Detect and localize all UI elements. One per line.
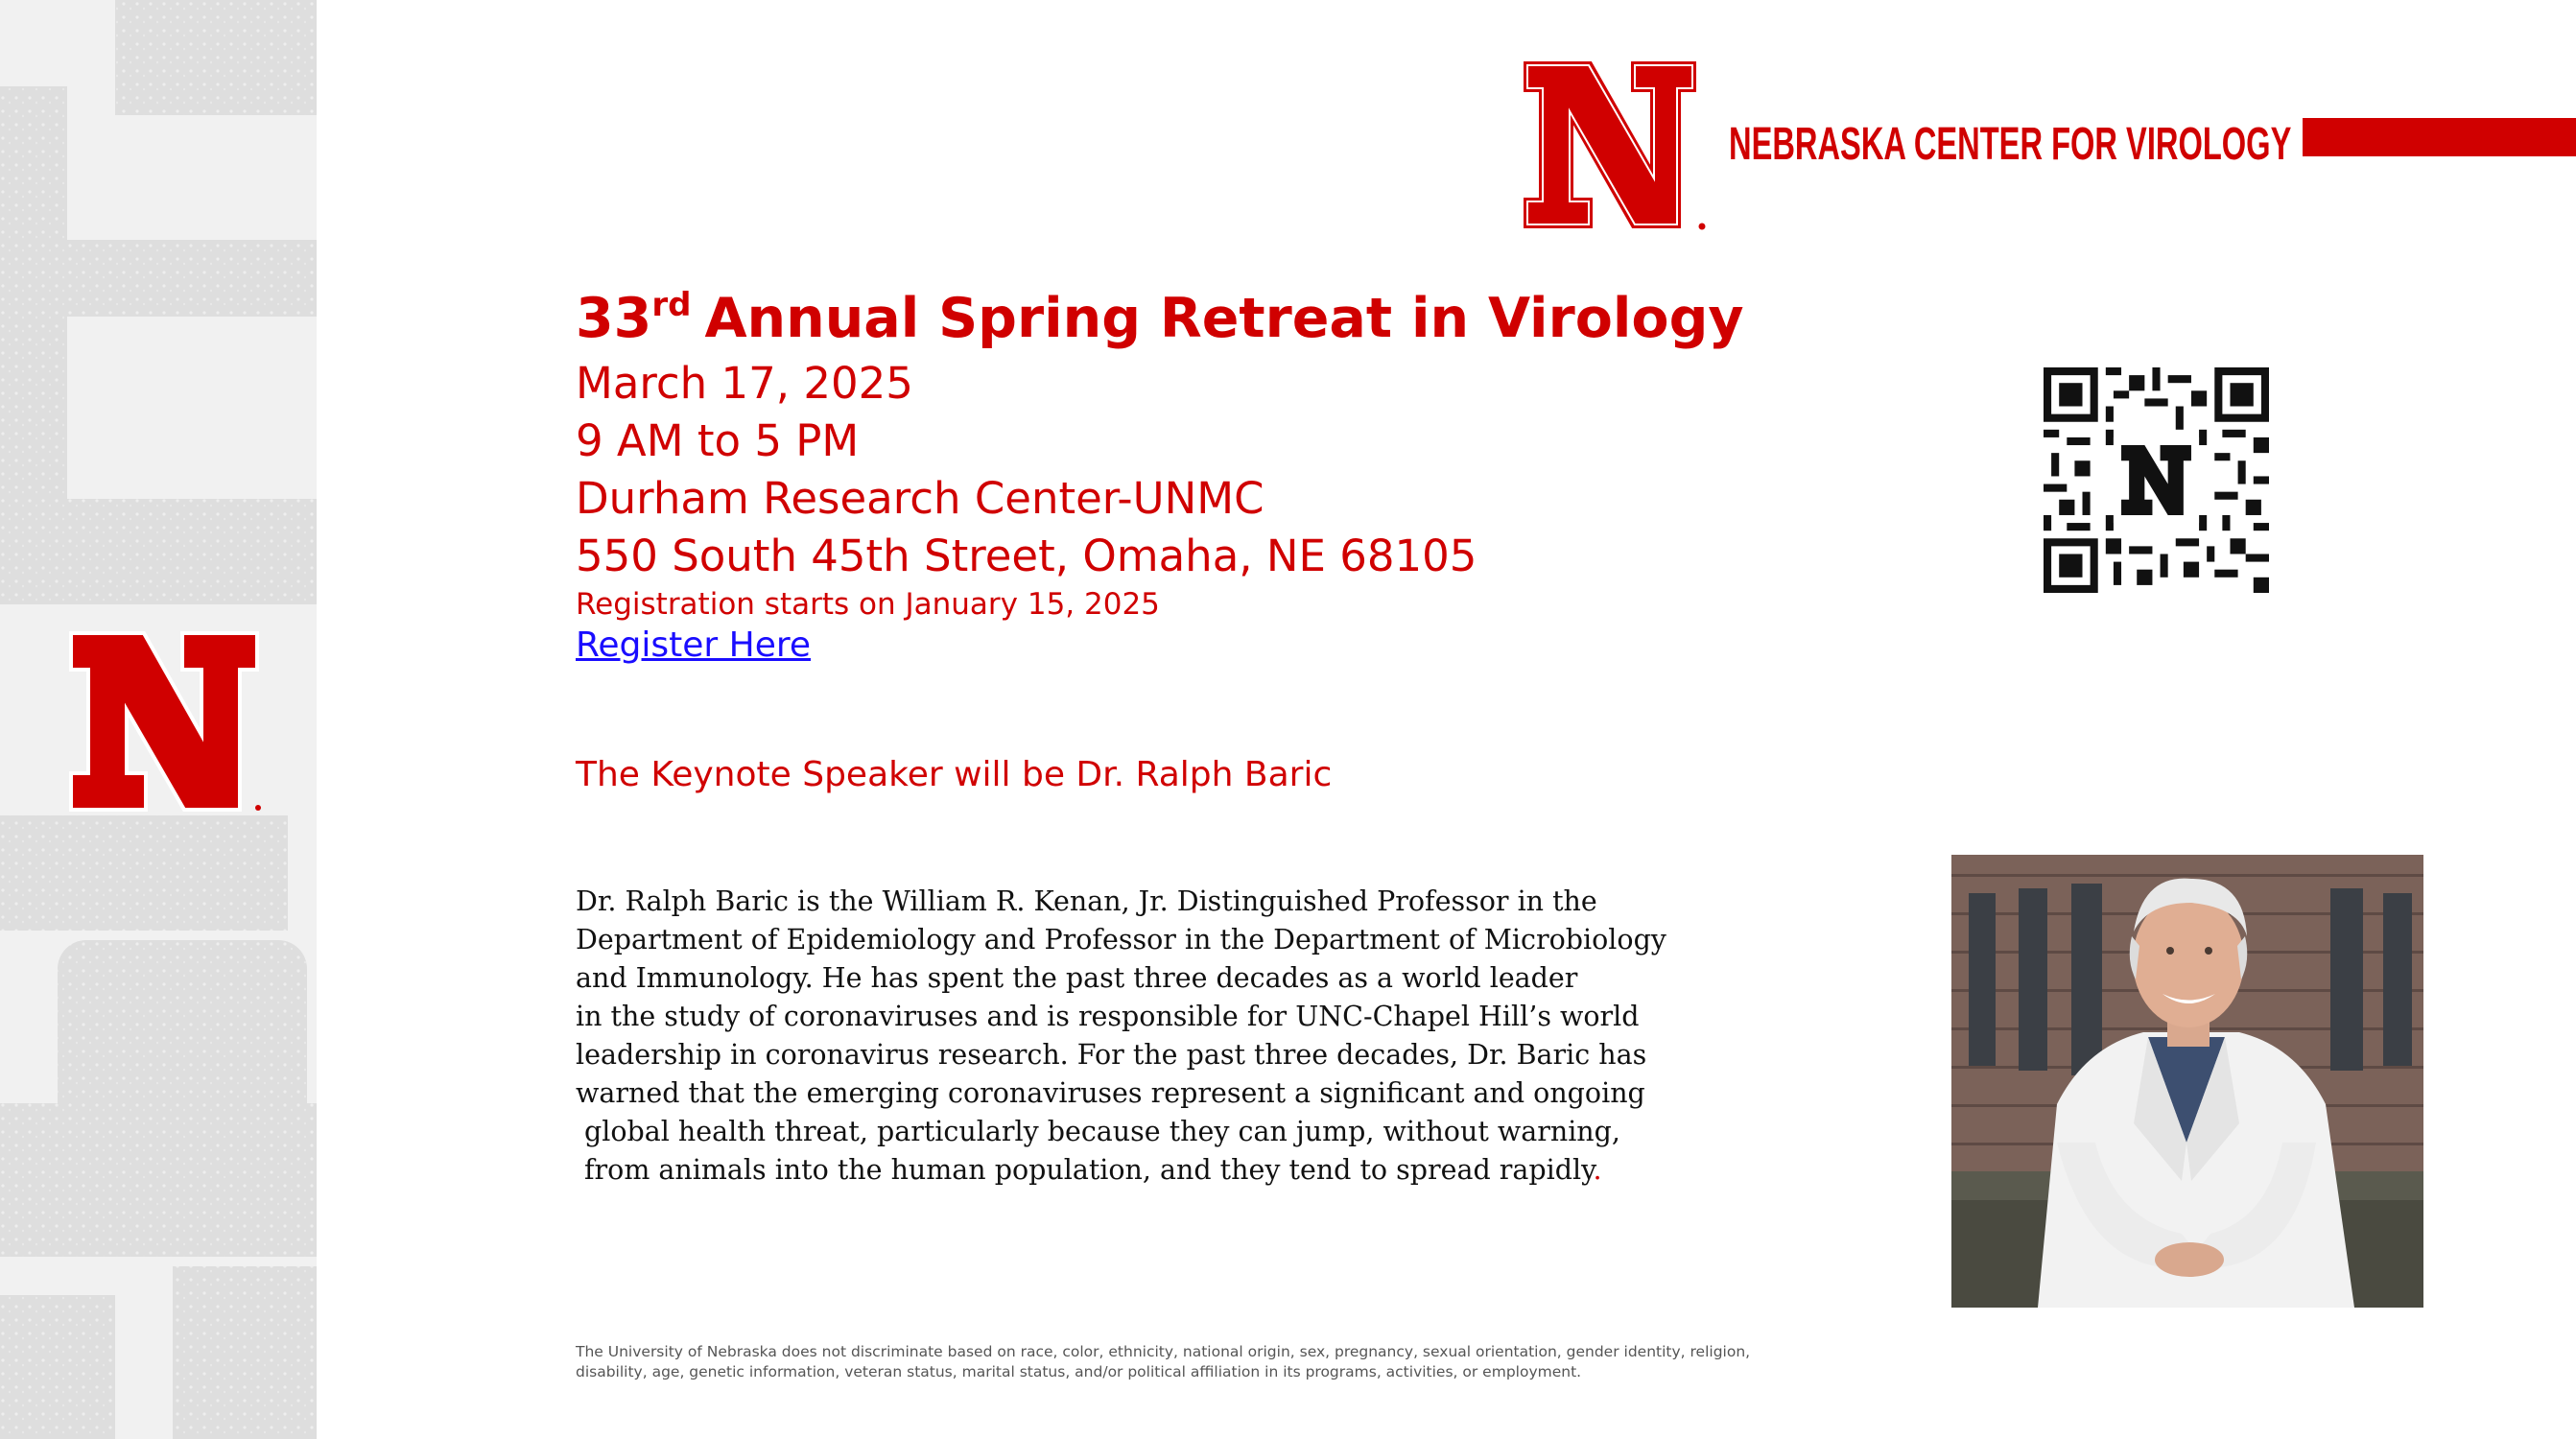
center-name: NEBRASKA CENTER FOR VIROLOGY — [1729, 119, 2292, 170]
bio-line: Department of Epidemiology and Professor in the Department of Microbiology — [576, 924, 1666, 955]
bio-line: warned that the emerging coronaviruses represent a significant and ongoing — [576, 1077, 1645, 1109]
bio-end-mark: . — [1593, 1154, 1602, 1186]
event-venue: Durham Research Center-UNMC — [576, 473, 1264, 524]
bio-line: Dr. Ralph Baric is the William R. Kenan, Jr. Distinguished Professor in the — [576, 885, 1597, 917]
event-date: March 17, 2025 — [576, 358, 913, 409]
bio-line-last — [576, 1151, 1823, 1190]
ordinal-number: 33 — [576, 287, 652, 350]
disclaimer-line: The University of Nebraska does not discriminate based on race, color, ethnicity, national origin, sex, pregnancy, sexual orientation, gender identity, religion, — [576, 1343, 1751, 1360]
bio-line: and Immunology. He has spent the past three decades as a world leader — [576, 962, 1578, 994]
event-title-text: Annual Spring Retreat in Virology — [704, 287, 1744, 350]
bio-line: global health threat, particularly because they can jump, without warning, — [584, 1116, 1620, 1147]
registration-note: Registration starts on January 15, 2025 — [576, 587, 1160, 622]
register-here-link[interactable]: Register Here — [576, 625, 812, 665]
nebraska-n-logo — [1520, 58, 1707, 232]
speaker-photo — [1951, 855, 2423, 1308]
nondiscrimination-disclaimer — [576, 1342, 1842, 1382]
event-address: 550 South 45th Street, Omaha, NE 68105 — [576, 531, 1477, 581]
disclaimer-line: disability, age, genetic information, veteran status, marital status, and/or political affiliation in its programs, activities, or employment. — [576, 1363, 1582, 1380]
speaker-bio — [576, 883, 1823, 1190]
bio-line: in the study of coronaviruses and is responsible for UNC-Chapel Hill’s world — [576, 1001, 1640, 1032]
qr-code[interactable] — [2044, 367, 2269, 593]
header-red-rule — [2303, 118, 2576, 156]
event-title — [576, 280, 1744, 357]
bio-line: leadership in coronavirus research. For the past three decades, Dr. Baric has — [576, 1039, 1647, 1071]
ordinal-suffix: rd — [651, 286, 692, 324]
keynote-announcement: The Keynote Speaker will be Dr. Ralph Baric — [576, 755, 1333, 794]
bio-line-text: from animals into the human population, and they tend to spread rapidly — [584, 1154, 1594, 1186]
nebraska-n-logo-side — [69, 631, 261, 812]
event-time: 9 AM to 5 PM — [576, 415, 860, 466]
